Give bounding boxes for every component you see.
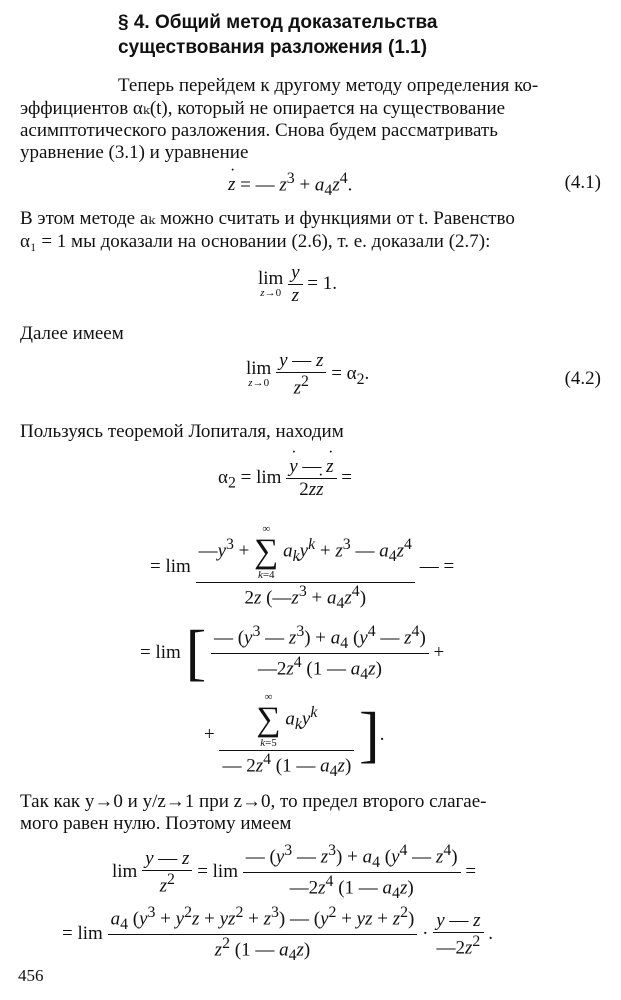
equation-4-2-label: (4.2)	[564, 368, 601, 389]
heading-line-2: существования разложения (1.1)	[118, 37, 428, 58]
equation-series-expansion: = lim $—y^3$ + ∞ ∑ k=4 $a_ky^k + z^3$ — $a_4z^4$ 2z $(—z^3 + a_4z^4)$ — =	[150, 523, 455, 613]
paragraph-2-line-1: В этом методе aₖ можно считать и функциями от t. Равенство	[20, 208, 515, 229]
equation-limit-y-over-z: lim z→0 $\frac{y}{z}$ = 1.	[258, 262, 337, 306]
paragraph-1-line-3: асимптотического разложения. Снова будем рассматривать	[20, 120, 498, 141]
paragraph-4: Пользуясь теоремой Лопиталя, находим	[20, 421, 344, 442]
page-number: 456	[18, 966, 44, 985]
paragraph-1-line-1: Теперь перейдем к другому методу определения ко-	[118, 75, 539, 96]
paragraph-5-line-1: Так как y→0 и y/z→1 при z→0, то предел второго слагае-	[20, 791, 487, 812]
heading-line-1: § 4. Общий метод доказательства	[118, 12, 438, 33]
paragraph-5-line-2: мого равен нулю. Поэтому имеем	[20, 813, 292, 834]
equation-4-2: lim z→0 $\frac{y — z}{z^2}$ = $\alpha_2$.	[246, 350, 370, 399]
paragraph-1-line-4: уравнение (3.1) и уравнение	[20, 142, 249, 163]
section-heading	[118, 10, 438, 60]
equation-alpha2-lhopital: $\alpha_2 = \lim$ · $\frac{y — \cdot z}{2z\cdot z}$ =	[218, 456, 352, 501]
paragraph-1-line-2: эффициентов αₖ(t), который не опирается на существование	[20, 98, 506, 119]
equation-4-1-label: (4.1)	[564, 172, 601, 193]
paragraph-2-line-2: α₁ = 1 мы доказали на основании (2.6), т. е. доказали (2.7):	[20, 231, 491, 252]
paragraph-3: Далее имеем	[20, 323, 124, 344]
equation-split-bracket-2: + ∞ ∑ k=5 $a_ky^k$ — $2z^4$ (1 — $a_4z$) ].	[204, 691, 385, 781]
equation-final-product: = lim $\frac{a_4 (y^3 + y^2z + yz^2 + z^3) — (y^2 + yz + z^2)}{z^2 (1 — a_4z)}$ · $\frac{y — z}{—2z^2}$ .	[62, 904, 494, 965]
equation-4-1: · z = — $z^3 + a_4z^4$.	[228, 170, 352, 200]
equation-split-bracket-1: = lim [ $\frac{— (y^3 — z^3) + a_4 (y^4 — z^4)}{—2z^4 (1 — a_4z)}$ +	[140, 619, 445, 687]
equation-limit-equality: lim $\frac{y — z}{z^2}$ = lim $\frac{— (y^3 — z^3) + a_4 (y^4 — z^4)}{—2z^4 (1 — a_4z)}$ =	[112, 842, 477, 903]
